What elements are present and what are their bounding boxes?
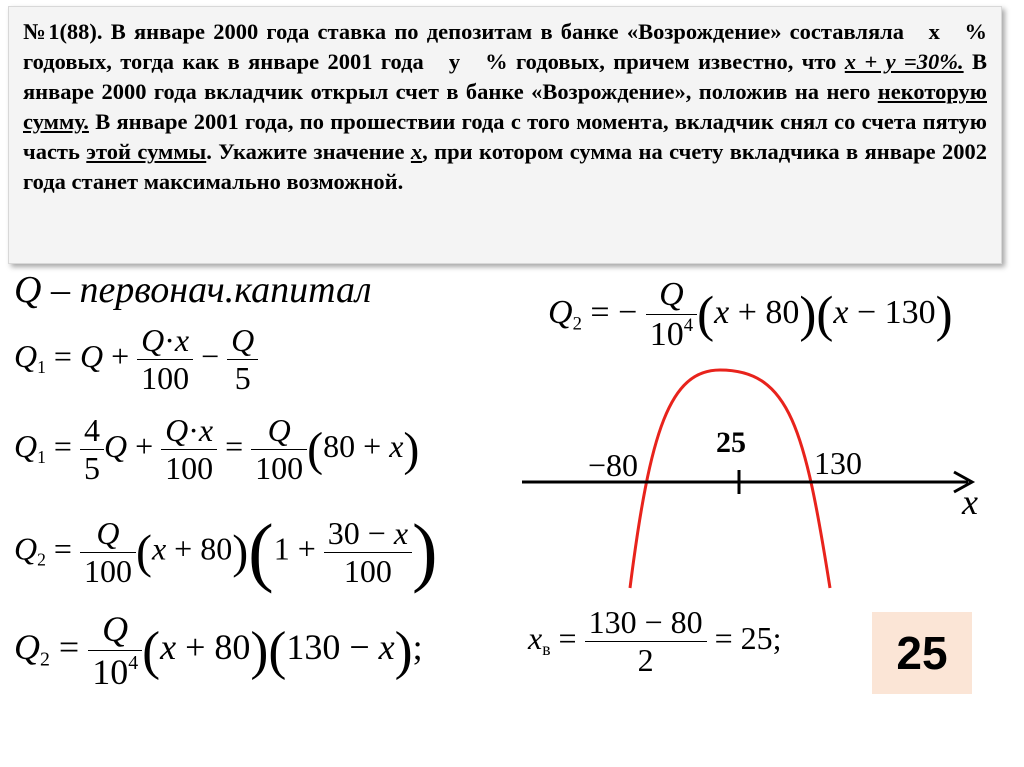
problem-statement: №1(88). В январе 2000 года ставка по депозитам в банке «Возрождение» составляла x % годовых, тогда как в январе 2001 года y % годовых, причем известно, что x + y =30%. В январе 2000 года вкладчик открыл счет в банке «Возрождение», положив на него некоторую сумму. В январе 2001 года, по прошествии года с того момента, вкладчик снял со счета пятую часть этой суммы. Укажите значение x, при котором сумма на счету вкладчика в январе 2002 года станет максимально возможной. (8, 6, 1002, 264)
axis-label: x (962, 482, 978, 522)
capital-definition: Q – первонач.капитал (14, 269, 372, 311)
vertex-label: 25 (716, 426, 746, 459)
parabola-curve (630, 370, 830, 588)
answer-box: 25 (872, 612, 972, 694)
root-left-label: −80 (588, 447, 639, 483)
formula-q1-b: $Q_1$ = $\frac{4}{5}$ Q + $\frac{Q\cdot x}{100}$ = $\frac{Q}{100}$ (80 + x) (14, 412, 420, 486)
formula-q2-a: $Q_2$ = $\frac{Q}{100}$ (x + 80)(1 + $\frac{30 - x}{100}$ ) (14, 509, 438, 594)
root-right-label: 130 (814, 445, 862, 481)
formula-q2-b: $Q_2$ = $\frac{Q}{10^4}$ (x + 80)(130 − x); (14, 609, 423, 692)
formula-q2-c: $Q_2$ = − $\frac{Q}{10^4}$ (x + 80)(x − 130) (548, 276, 953, 354)
vertex-formula: $x_в$ = $\frac{130 - 80}{2}$ = 25; (528, 604, 782, 678)
formula-q1-a: $Q_1 = Q$ + $\frac{Q\cdot x}{100}$ − $\frac{Q}{5}$ (14, 322, 258, 397)
